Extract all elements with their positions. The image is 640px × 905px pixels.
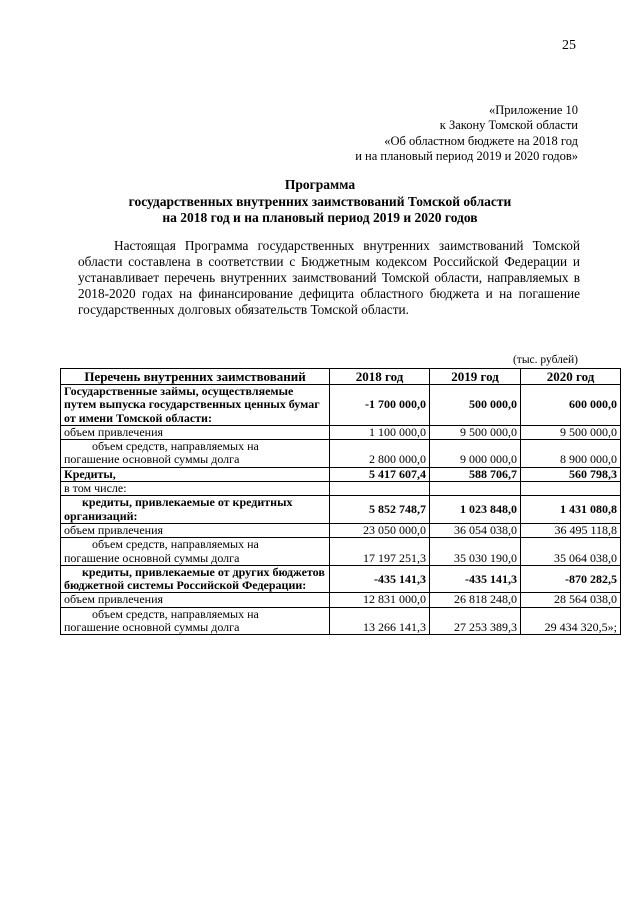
page-number: 25 xyxy=(562,38,576,53)
cell-2020: 29 434 320,5»; xyxy=(521,607,621,635)
row-label: в том числе: xyxy=(61,482,330,496)
cell-2018: -435 141,3 xyxy=(330,565,430,593)
cell-2020 xyxy=(521,482,621,496)
row-label-line: погашение основной суммы долга xyxy=(64,620,240,635)
title-line: на 2018 год и на плановый период 2019 и 2020 годов xyxy=(162,210,478,225)
row-label: объем привлечения xyxy=(61,425,330,439)
cell-2020: 36 495 118,8 xyxy=(521,523,621,537)
borrowings-table xyxy=(60,368,621,635)
cell-2018: -1 700 000,0 xyxy=(330,385,430,426)
cell-2020: 9 500 000,0 xyxy=(521,425,621,439)
appendix-line: «Об областном бюджете на 2018 год xyxy=(384,133,578,148)
table-row xyxy=(61,440,621,468)
cell-2020: 600 000,0 xyxy=(521,385,621,426)
column-header: 2019 год xyxy=(430,369,521,385)
row-label-line: погашение основной суммы долга xyxy=(64,550,240,565)
row-label: кредиты, привлекаемые от кредитных организаций: xyxy=(61,496,330,524)
row-label: Кредиты, xyxy=(61,467,330,481)
row-label: объем привлечения xyxy=(61,523,330,537)
intro-paragraph: Настоящая Программа государственных внутренних заимствований Томской области составлена в соответствии с Бюджетным кодексом Российской Федерации и устанавливает перечень внутренних заимствований Томской области, направляемых в 2018-2020 годах на финансирование дефицита областного бюджета и на погашение государственных долговых обязательств Томской области. xyxy=(78,238,580,317)
table-row xyxy=(61,607,621,635)
unit-note: (тыс. рублей) xyxy=(512,354,578,366)
cell-2019: 9 500 000,0 xyxy=(430,425,521,439)
column-header: 2018 год xyxy=(330,369,430,385)
cell-2020: 35 064 038,0 xyxy=(521,538,621,566)
cell-2018: 5 852 748,7 xyxy=(330,496,430,524)
cell-2019: 36 054 038,0 xyxy=(430,523,521,537)
table-row xyxy=(61,523,621,537)
row-label: Государственные займы, осуществляемые путем выпуска государственных ценных бумаг от имени Томской области: xyxy=(61,385,330,426)
cell-2018: 13 266 141,3 xyxy=(330,607,430,635)
table-row xyxy=(61,538,621,566)
cell-2018: 23 050 000,0 xyxy=(330,523,430,537)
cell-2020: 560 798,3 xyxy=(521,467,621,481)
title-line: Программа xyxy=(284,177,356,192)
row-label: кредиты, привлекаемые от других бюджетов бюджетной системы Российской Федерации: xyxy=(61,565,330,593)
cell-2019: 588 706,7 xyxy=(430,467,521,481)
cell-2019: 1 023 848,0 xyxy=(430,496,521,524)
row-label-line: объем средств, направляемых на xyxy=(92,606,259,621)
title-line: государственных внутренних заимствований Томской области xyxy=(128,193,512,209)
cell-2018: 17 197 251,3 xyxy=(330,538,430,566)
document-title xyxy=(0,177,640,227)
appendix-note xyxy=(355,103,578,164)
row-label-line: погашение основной суммы долга xyxy=(64,452,240,467)
cell-2018: 5 417 607,4 xyxy=(330,467,430,481)
row-label xyxy=(61,538,330,566)
row-label xyxy=(61,440,330,468)
row-label-line: объем средств, направляемых на xyxy=(92,439,259,454)
cell-2020: -870 282,5 xyxy=(521,565,621,593)
column-header: 2020 год xyxy=(521,369,621,385)
cell-2018: 12 831 000,0 xyxy=(330,593,430,607)
cell-2020: 8 900 000,0 xyxy=(521,440,621,468)
column-header: Перечень внутренних заимствований xyxy=(61,369,330,385)
table-row xyxy=(61,593,621,607)
cell-2019: 27 253 389,3 xyxy=(430,607,521,635)
row-label: объем привлечения xyxy=(61,593,330,607)
cell-2018: 2 800 000,0 xyxy=(330,440,430,468)
cell-2019: 35 030 190,0 xyxy=(430,538,521,566)
appendix-line: и на плановый период 2019 и 2020 годов» xyxy=(355,148,578,163)
cell-2019: 500 000,0 xyxy=(430,385,521,426)
cell-2019: -435 141,3 xyxy=(430,565,521,593)
appendix-line: «Приложение 10 xyxy=(489,103,578,117)
table-row xyxy=(61,496,621,524)
table-row xyxy=(61,565,621,593)
cell-2018 xyxy=(330,482,430,496)
table-row xyxy=(61,482,621,496)
cell-2019 xyxy=(430,482,521,496)
cell-2018: 1 100 000,0 xyxy=(330,425,430,439)
cell-2019: 9 000 000,0 xyxy=(430,440,521,468)
table-header-row xyxy=(61,369,621,385)
table-row xyxy=(61,385,621,426)
cell-2020: 28 564 038,0 xyxy=(521,593,621,607)
row-label xyxy=(61,607,330,635)
row-label-line: объем средств, направляемых на xyxy=(92,537,259,552)
cell-2019: 26 818 248,0 xyxy=(430,593,521,607)
table-row xyxy=(61,425,621,439)
table-row xyxy=(61,467,621,481)
cell-2020: 1 431 080,8 xyxy=(521,496,621,524)
appendix-line: к Закону Томской области xyxy=(439,118,578,133)
